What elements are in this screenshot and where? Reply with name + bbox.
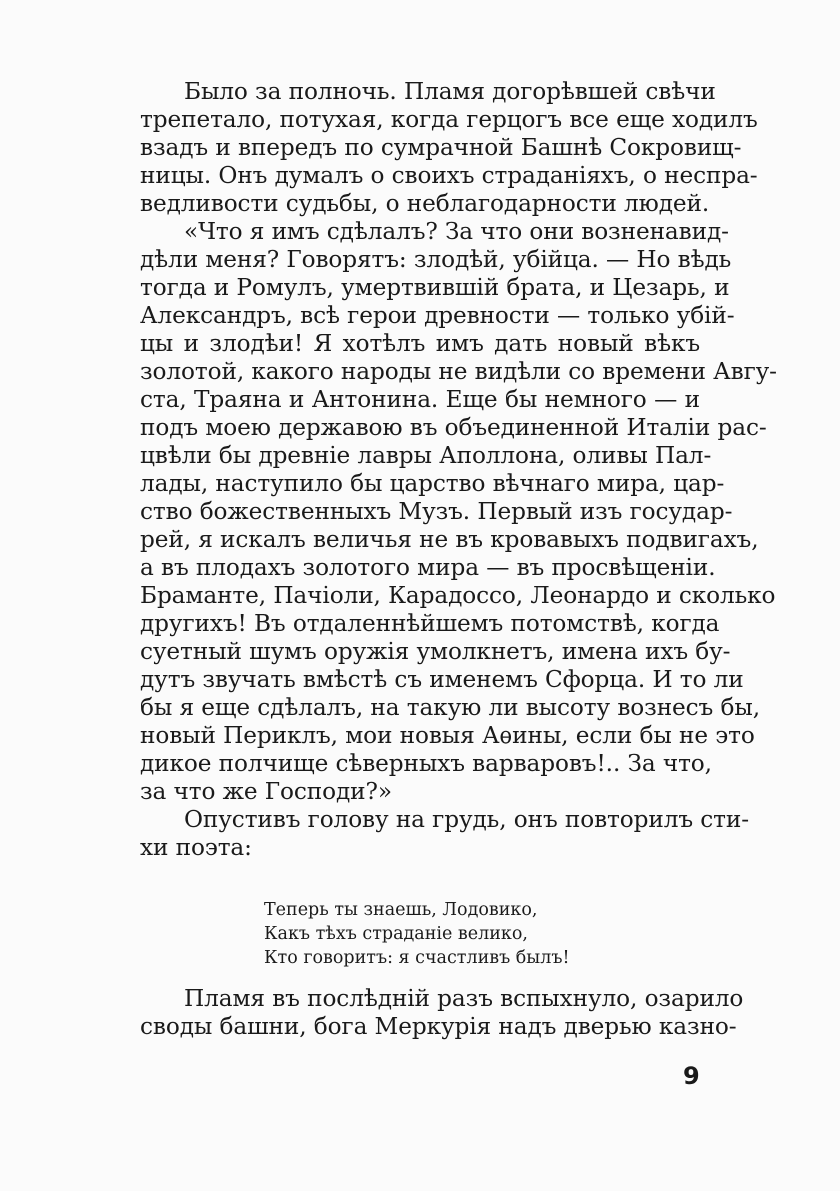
text-line: ста, Траяна и Антонина. Еще бы немного — и	[140, 386, 700, 413]
text-line: дутъ звучать вмѣстѣ съ именемъ Сфорца. И то ли	[140, 666, 744, 693]
text-line: ведливости судьбы, о неблагодарности людей.	[140, 190, 710, 217]
text-line: а въ плодахъ золотого мира — въ просвѣщеніи.	[140, 554, 716, 581]
text-line: новый Периклъ, мои новыя Аѳины, если бы не это	[140, 722, 755, 749]
verse-line: Какъ тѣхъ страданіе велико,	[264, 924, 528, 944]
verse-line: Кто говоритъ: я счастливъ былъ!	[264, 948, 570, 968]
text-line: «Что я имъ сдѣлалъ? За что они возненавид-	[184, 218, 729, 245]
text-line: трепетало, потухая, когда герцогъ все еще ходилъ	[140, 106, 758, 133]
text-line: суетный шумъ оружія умолкнетъ, имена ихъ бу-	[140, 638, 731, 665]
text-line: подъ моею державою въ объединенной Италіи рас-	[140, 414, 767, 441]
text-line: цвѣли бы древніе лавры Аполлона, оливы Пал-	[140, 442, 712, 469]
text-line: хи поэта:	[140, 834, 252, 861]
text-line: ницы. Онъ думалъ о своихъ страданіяхъ, о неспра-	[140, 162, 758, 189]
verse-quote	[264, 898, 664, 970]
text-line: Опустивъ голову на грудь, онъ повторилъ сти-	[184, 806, 749, 833]
text-line: взадъ и впередъ по сумрачной Башнѣ Сокровищ-	[140, 134, 742, 161]
text-line: Александръ, всѣ герои древности — только убій-	[140, 302, 735, 329]
text-line: рей, я искалъ величья не въ кровавыхъ подвигахъ,	[140, 526, 759, 553]
text-line: Браманте, Пачіоли, Карадоссо, Леонардо и сколько	[140, 582, 776, 609]
text-line: тогда и Ромулъ, умертвившій брата, и Цезарь, и	[140, 274, 730, 301]
text-line: лады, наступило бы царство вѣчнаго мира, цар-	[140, 470, 725, 497]
text-line: дѣли меня? Говорятъ: злодѣй, убійца. — Но вѣдь	[140, 246, 732, 273]
text-line: Пламя въ послѣдній разъ вспыхнуло, озарило	[184, 985, 744, 1012]
page-number: 9	[683, 1062, 700, 1090]
text-line: ство божественныхъ Музъ. Первый изъ государ-	[140, 498, 733, 525]
text-line: своды башни, бога Меркурія надъ дверью казно-	[140, 1013, 737, 1040]
text-line: Было за полночь. Пламя догорѣвшей свѣчи	[184, 78, 716, 105]
closing-paragraph	[140, 985, 744, 1041]
text-line: бы я еще сдѣлалъ, на такую ли высоту вознесъ бы,	[140, 694, 760, 721]
text-line: другихъ! Въ отдаленнѣйшемъ потомствѣ, когда	[140, 610, 720, 637]
text-line: дикое полчище сѣверныхъ варваровъ!.. За что,	[140, 750, 712, 777]
verse-line: Теперь ты знаешь, Лодовико,	[264, 900, 538, 920]
main-text	[140, 78, 777, 862]
text-line: золотой, какого народы не видѣли со времени Авгу-	[140, 358, 777, 385]
text-line: за что же Господи?»	[140, 778, 392, 805]
text-line: цы и злодѣи! Я хотѣлъ имъ дать новый вѣкъ	[140, 330, 700, 357]
